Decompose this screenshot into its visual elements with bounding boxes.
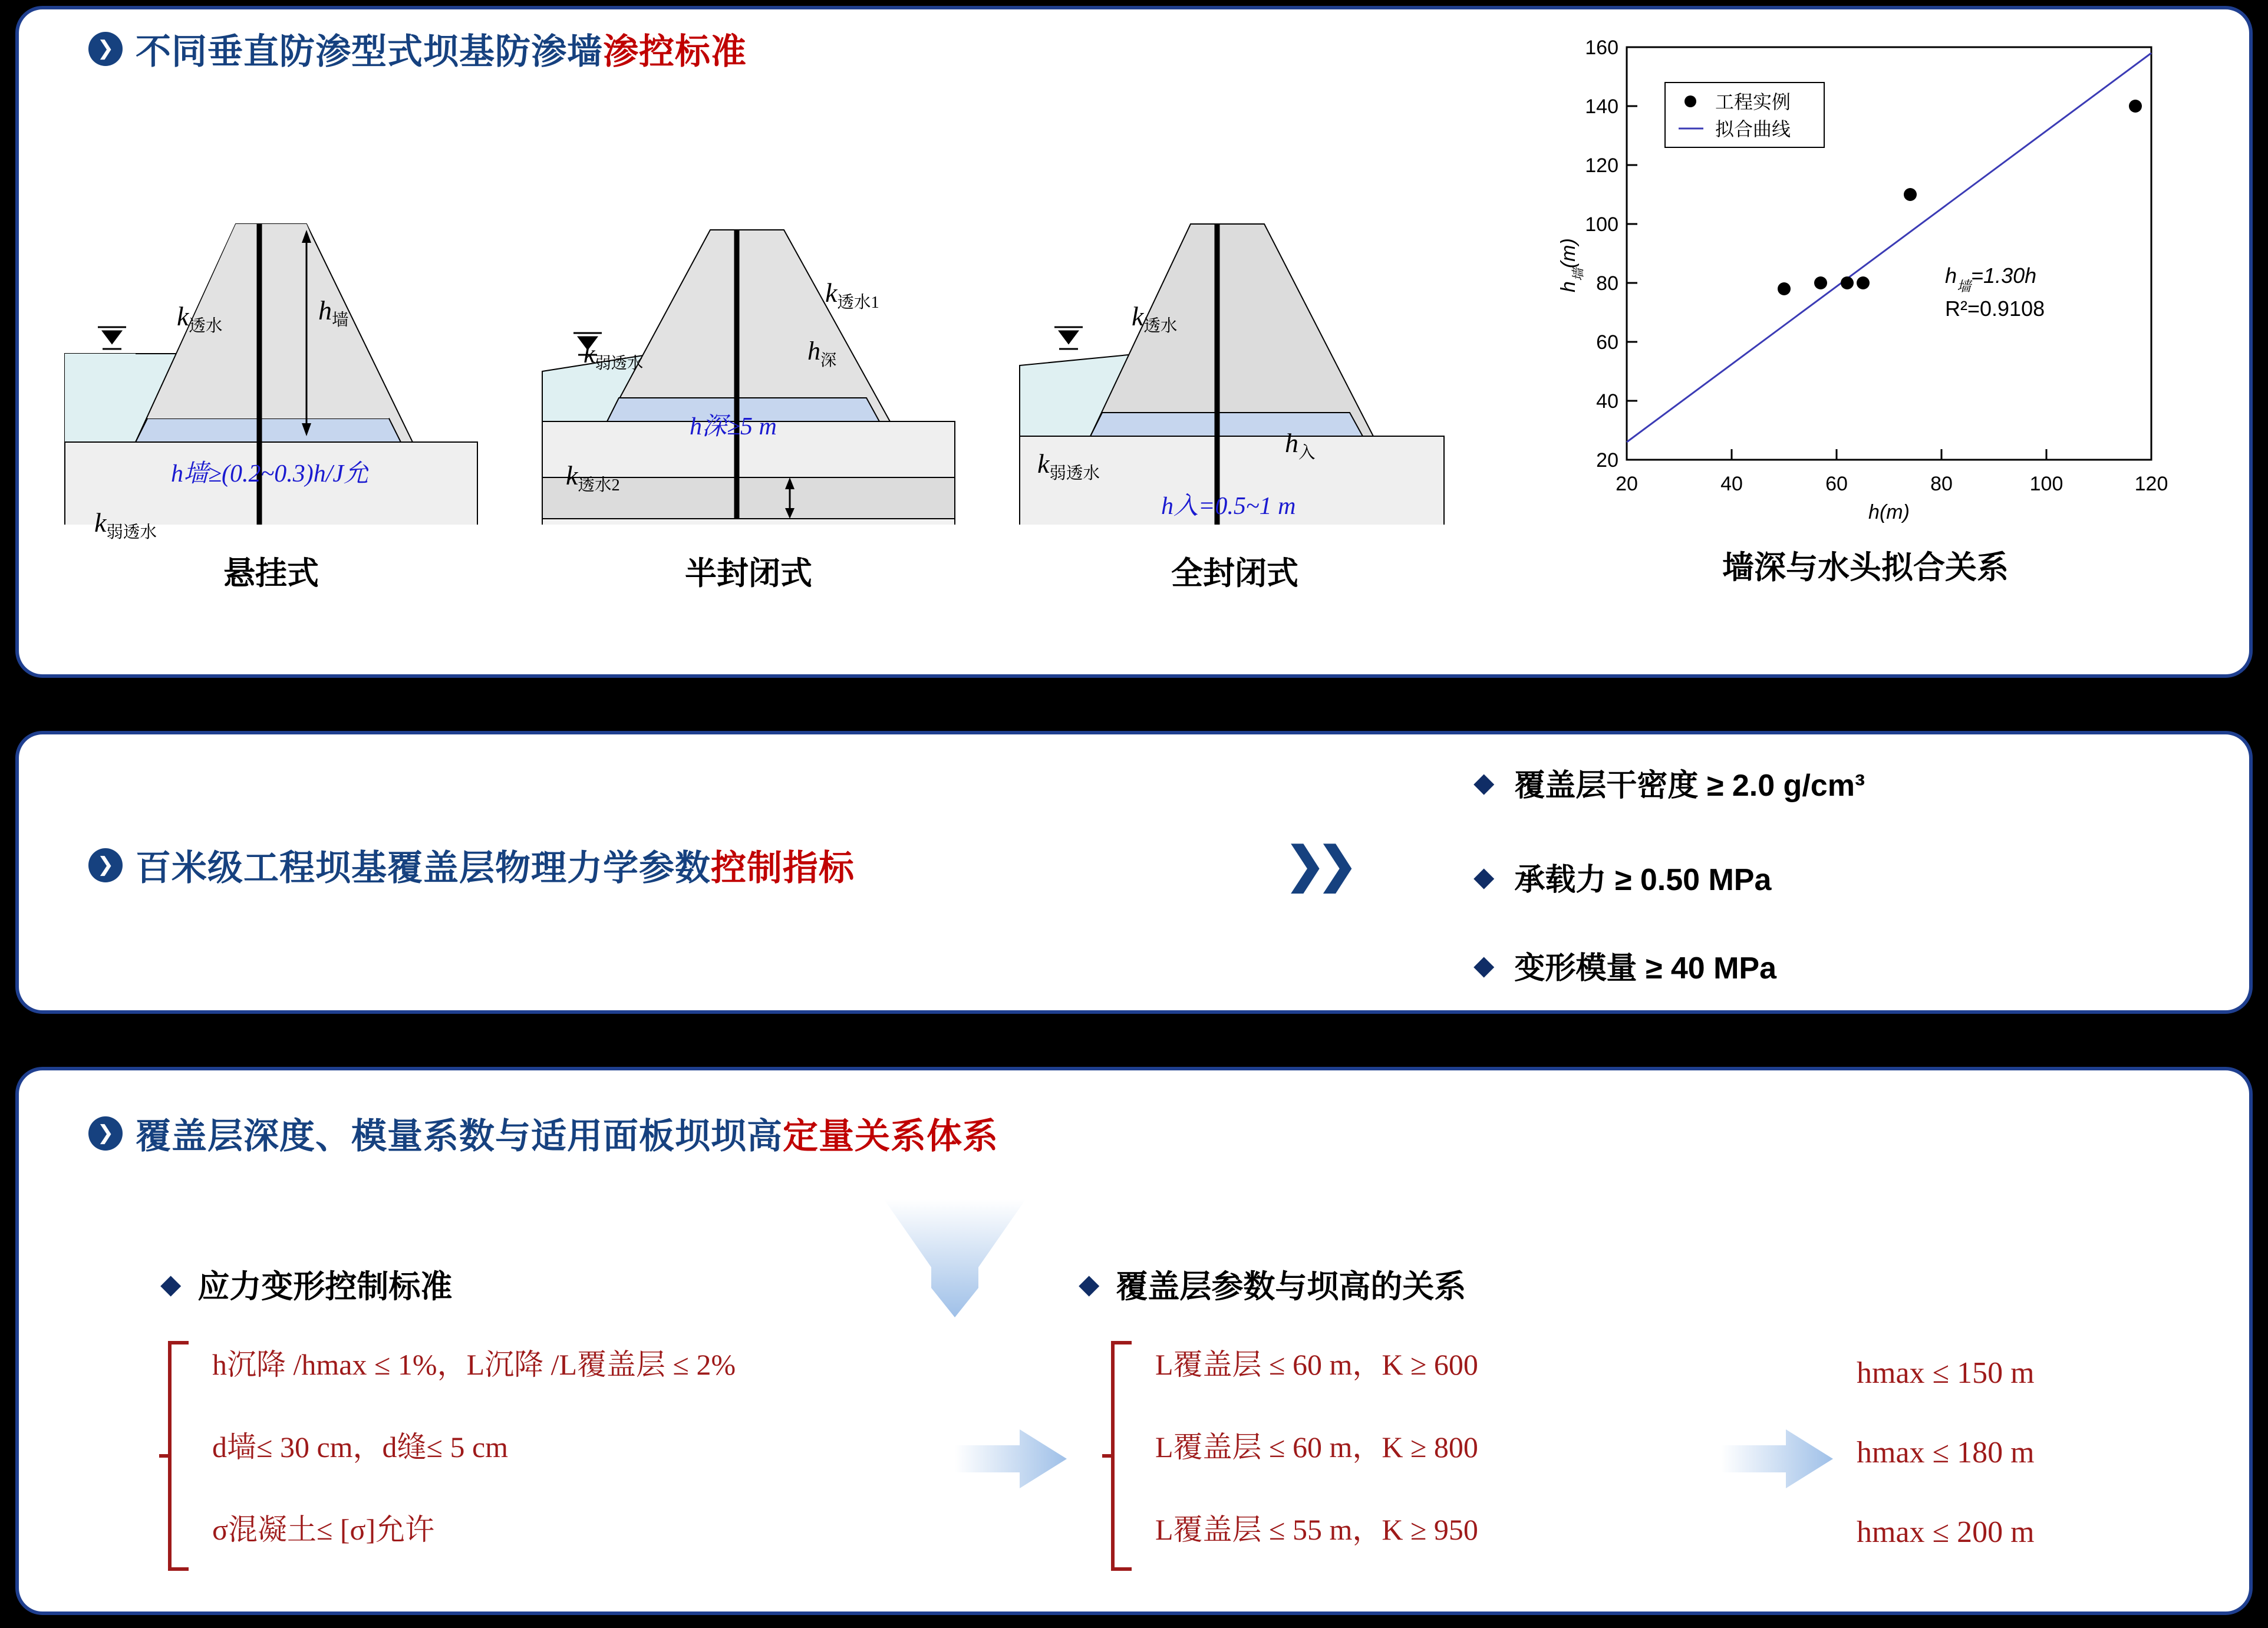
result-line-1: hmax ≤ 150 m [1857,1356,2035,1390]
figure-suspended [59,159,483,591]
caption-chart: 墙深与水头拟合关系 [1722,550,2009,585]
figure-semi-enclosed [536,159,961,591]
svg-text:140: 140 [1585,95,1618,118]
svg-text:80: 80 [1596,272,1618,295]
svg-text:80: 80 [1930,473,1953,495]
formula-fully-enclosed: h入=0.5~1 m [1161,493,1296,520]
relation-line-1: L覆盖层 ≤ 60 m，K ≥ 600 [1155,1348,1478,1381]
relation-line-3: L覆盖层 ≤ 55 m，K ≥ 950 [1155,1513,1478,1546]
svg-text:20: 20 [1596,449,1618,472]
relations-group [1102,1338,1692,1574]
criteria-line-2: d墙≤ 30 cm，d缝≤ 5 cm [212,1431,509,1464]
caption-suspended: 悬挂式 [223,556,319,591]
bullet-arrow-icon: ❯ [88,1116,123,1151]
arrow-right-icon-2 [1721,1426,1833,1494]
label-k-transmissive-2-fig2: $k_{透水2}$ [566,460,620,495]
label-k-transmissive-1: $k_{透水}$ [177,301,223,336]
parameter-item-bearing [1473,855,1771,899]
result-line-3: hmax ≤ 200 m [1857,1515,2035,1549]
svg-text:h墙(m): $h_墙(m)$ [1557,238,1585,292]
panel-1-heading [88,24,747,74]
chevrons-icon: ❯❯ [1285,838,1350,892]
svg-text:120: 120 [1585,154,1618,177]
label-k-weak-fig3: $k_{弱透水}$ [1037,449,1100,483]
subheading-relations [1079,1261,1466,1307]
panel-3-heading-text: 覆盖层深度、模量系数与适用面板坝坝高定量关系体系 [136,1116,998,1156]
svg-text:h墙=1.30h: $h_墙=1.30h$ [1945,263,2037,295]
panel-1-heading-text: 不同垂直防渗型式坝基防渗墙渗控标准 [136,32,747,71]
result-line-2: hmax ≤ 180 m [1857,1436,2035,1469]
subheading-label-1: 应力变形控制标准 [197,1269,453,1304]
results-group [1857,1344,2210,1580]
svg-text:40: 40 [1720,473,1743,495]
label-h-in: $h_入$ [1285,428,1316,463]
formula-semi-enclosed: h深≥5 m [690,413,777,440]
subheading-stress-criteria [160,1261,452,1307]
diamond-icon: ◆ [1473,767,1495,797]
formula-suspended: h墙≥(0.2~0.3)h/J允 [171,460,369,487]
criteria-group [159,1338,925,1574]
parameter-item-density [1473,760,1865,805]
subheading-label-2: 覆盖层参数与坝高的关系 [1116,1269,1466,1304]
label-k-weak-fig2: $k_{弱透水}$ [584,340,644,372]
svg-text:120: 120 [2134,473,2168,495]
svg-text:工程实例: 工程实例 [1715,91,1791,113]
svg-text:拟合曲线: 拟合曲线 [1715,118,1791,140]
svg-text:20: 20 [1616,473,1638,495]
panel-2-heading-text: 百米级工程坝基覆盖层物理力学参数控制指标 [136,848,855,888]
label-k-weak-1: $k_{弱透水}$ [94,507,157,542]
parameter-label-density: 覆盖层干密度 ≥ 2.0 g/cm³ [1514,769,1865,803]
svg-text:60: 60 [1825,473,1848,495]
parameter-item-modulus [1473,943,1776,987]
caption-semi-enclosed: 半封闭式 [685,556,812,591]
svg-text:160: 160 [1585,37,1618,59]
criteria-line-3: σ混凝土≤ [σ]允许 [212,1513,435,1546]
label-h-deep: $h_深$ [807,337,837,369]
bullet-arrow-icon: ❯ [88,32,123,66]
diamond-icon: ◆ [1473,861,1495,892]
parameter-label-modulus: 变形模量 ≥ 40 MPa [1514,951,1777,986]
label-h-wall: $h_墙$ [318,295,349,330]
arrow-right-icon-1 [955,1426,1067,1494]
diamond-icon: ◆ [1473,950,1495,980]
funnel-arrow-icon [872,1197,1037,1323]
panel-3-heading [88,1108,998,1159]
label-k-transmissive-fig3: $k_{透水}$ [1132,301,1178,336]
label-k-transmissive-1-fig2: $k_{透水1}$ [825,278,879,312]
svg-text:h(m): h(m) [1868,501,1910,523]
svg-text:R²=0.9108: R²=0.9108 [1945,296,2045,321]
parameter-label-bearing: 承载力 ≥ 0.50 MPa [1514,863,1772,897]
bullet-arrow-icon: ❯ [88,848,123,882]
caption-fully-enclosed: 全封闭式 [1171,556,1298,591]
scatter-chart [1538,29,2193,525]
diamond-icon: ◆ [1079,1268,1100,1299]
relation-line-2: L覆盖层 ≤ 60 m，K ≥ 800 [1155,1431,1478,1464]
figure-fully-enclosed [1014,159,1456,591]
panel-2-heading [88,840,855,891]
svg-text:60: 60 [1596,331,1618,354]
svg-text:100: 100 [2029,473,2063,495]
criteria-line-1: h沉降 /hmax ≤ 1%，L沉降 /L覆盖层 ≤ 2% [212,1348,736,1381]
diamond-icon: ◆ [160,1268,182,1299]
svg-text:100: 100 [1585,213,1618,236]
svg-text:40: 40 [1596,390,1618,413]
